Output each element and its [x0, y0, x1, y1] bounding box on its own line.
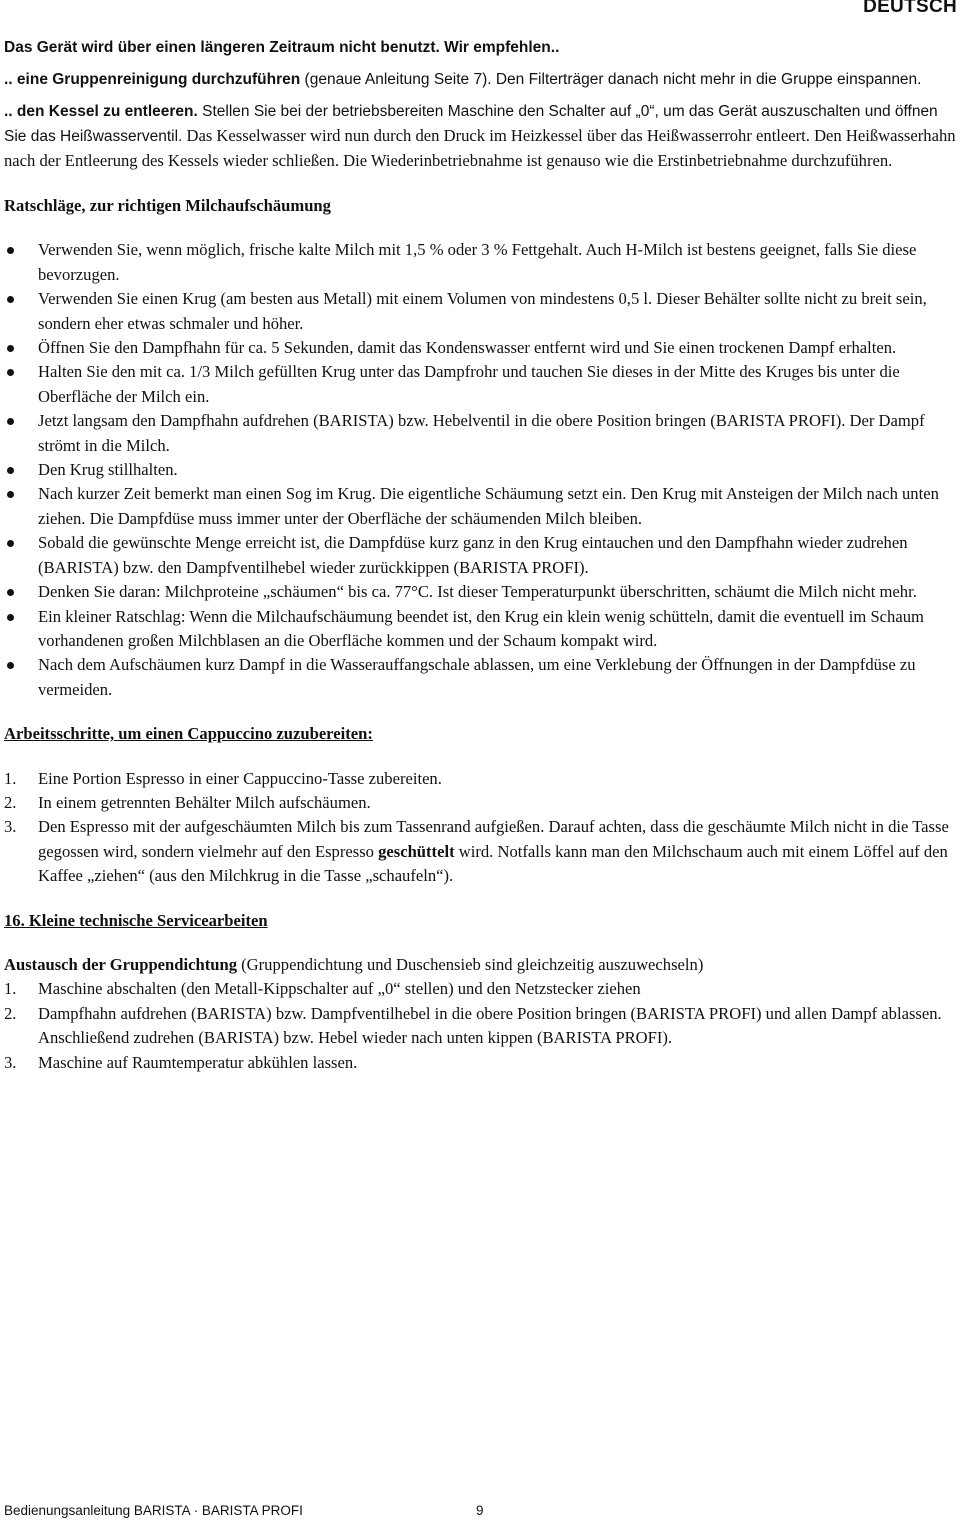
section-16-heading: 16. Kleine technische Servicearbeiten: [4, 910, 268, 930]
footer-title: Bedienungsanleitung BARISTA · BARISTA PROFI: [4, 1503, 303, 1518]
list-item: 3. Maschine auf Raumtemperatur abkühlen lassen.: [4, 1052, 358, 1072]
intro-item-group-cleaning: .. eine Gruppenreinigung durchzuführen (genaue Anleitung Seite 7). Den Filterträger danach nicht mehr in die Gruppe einspannen.: [4, 71, 922, 88]
list-item: 3. Den Espresso mit der aufgeschäumten Milch bis zum Tassenrand aufgießen. Darauf achten, dass die geschäumte Milch nicht in die Tasse gegossen wird, sondern vielmehr auf den Espresso geschüttelt wird. Notfalls kann man den Milchschaum auch mit einem Löffel auf den Kaffee „ziehen“ (aus den Milchkrug in die Tasse „schaufeln“).: [4, 817, 949, 886]
service-steps: [4, 977, 958, 1075]
list-item: 2. Dampfhahn aufdrehen (BARISTA) bzw. Dampfventilhebel in die obere Position bringen (BARISTA PROFI) und allen Dampf ablassen. Anschließend zudrehen (BARISTA) bzw. Hebel wieder nach unten kippen (BARISTA PROFI).: [4, 1003, 942, 1048]
cappuccino-heading: Arbeitsschritte, um einen Cappuccino zuzubereiten:: [4, 724, 373, 744]
page-content: [4, 36, 958, 1075]
tips-heading: Ratschläge, zur richtigen Milchaufschäumung: [4, 196, 331, 215]
page-number: 9: [476, 1503, 484, 1518]
list-item: Verwenden Sie einen Krug (am besten aus Metall) mit einem Volumen von mindestens 0,5 l. Dieser Behälter sollte nicht zu breit sein, sondern eher etwas schmaler und höher.: [4, 287, 958, 336]
tips-list: [4, 238, 958, 702]
list-item: Sobald die gewünschte Menge erreicht ist, die Dampfdüse kurz ganz in den Krug eintauchen und den Dampfhahn wieder zudrehen (BARISTA) bzw. den Dampfventilhebel wieder zurückkippen (BARISTA PROFI).: [4, 531, 958, 580]
language-label: DEUTSCH: [863, 0, 957, 17]
cappuccino-steps: [4, 767, 958, 889]
intro-heading: Das Gerät wird über einen längeren Zeitraum nicht benutzt. Wir empfehlen..: [4, 39, 560, 56]
intro-item-drain-boiler: .. den Kessel zu entleeren. Stellen Sie bei der betriebsbereiten Maschine den Schalter auf „0“, um das Gerät auszuschalten und öffnen Sie das Heißwasserventil. Das Kesselwasser wird nun durch den Druck im Heizkessel über das Heißwasserrohr entleert. Den Heißwasserhahn nach der Entleerung des Kessels wieder schließen. Die Wiederinbetriebnahme ist genauso wie die Erstinbetriebnahme durchzuführen.: [4, 103, 956, 170]
list-item: 1. Eine Portion Espresso in einer Cappuccino-Tasse zubereiten.: [4, 768, 442, 788]
list-item: Verwenden Sie, wenn möglich, frische kalte Milch mit 1,5 % oder 3 % Fettgehalt. Auch H-Milch ist bestens geeignet, falls Sie diese bevorzugen.: [4, 238, 958, 287]
page-footer: [4, 1503, 484, 1518]
list-item: Jetzt langsam den Dampfhahn aufdrehen (BARISTA) bzw. Hebelventil in die obere Position bringen (BARISTA PROFI). Der Dampf strömt in die Milch.: [4, 409, 958, 458]
list-item: Den Krug stillhalten.: [4, 458, 958, 482]
gasket-replacement-subheading: Austausch der Gruppendichtung (Gruppendichtung und Duschensieb sind gleichzeitig auszuwechseln): [4, 954, 704, 974]
list-item: Denken Sie daran: Milchproteine „schäumen“ bis ca. 77°C. Ist dieser Temperaturpunkt überschritten, schäumt die Milch nicht mehr.: [4, 580, 958, 604]
list-item: 1. Maschine abschalten (den Metall-Kippschalter auf „0“ stellen) und den Netzstecker ziehen: [4, 979, 641, 999]
list-item: Nach dem Aufschäumen kurz Dampf in die Wasserauffangschale ablassen, um eine Verklebung der Öffnungen in der Dampfdüse zu vermeiden.: [4, 653, 958, 702]
list-item: Halten Sie den mit ca. 1/3 Milch gefüllten Krug unter das Dampfrohr und tauchen Sie dieses in der Mitte des Kruges bis unter die Oberfläche der Milch ein.: [4, 360, 958, 409]
list-item: Öffnen Sie den Dampfhahn für ca. 5 Sekunden, damit das Kondenswasser entfernt wird und Sie einen trockenen Dampf erhalten.: [4, 336, 958, 360]
list-item: Nach kurzer Zeit bemerkt man einen Sog im Krug. Die eigentliche Schäumung setzt ein. Den Krug mit Ansteigen der Milch nach unten ziehen. Die Dampfdüse muss immer unter der Oberfläche der schäumenden Milch bleiben.: [4, 482, 958, 531]
list-item: Ein kleiner Ratschlag: Wenn die Milchaufschäumung beendet ist, den Krug ein klein wenig schütteln, damit die eventuell im Schaum vorhandenen großen Milchblasen an die Oberfläche kommen und der Schaum kompakt wird.: [4, 605, 958, 654]
list-item: 2. In einem getrennten Behälter Milch aufschäumen.: [4, 792, 371, 812]
